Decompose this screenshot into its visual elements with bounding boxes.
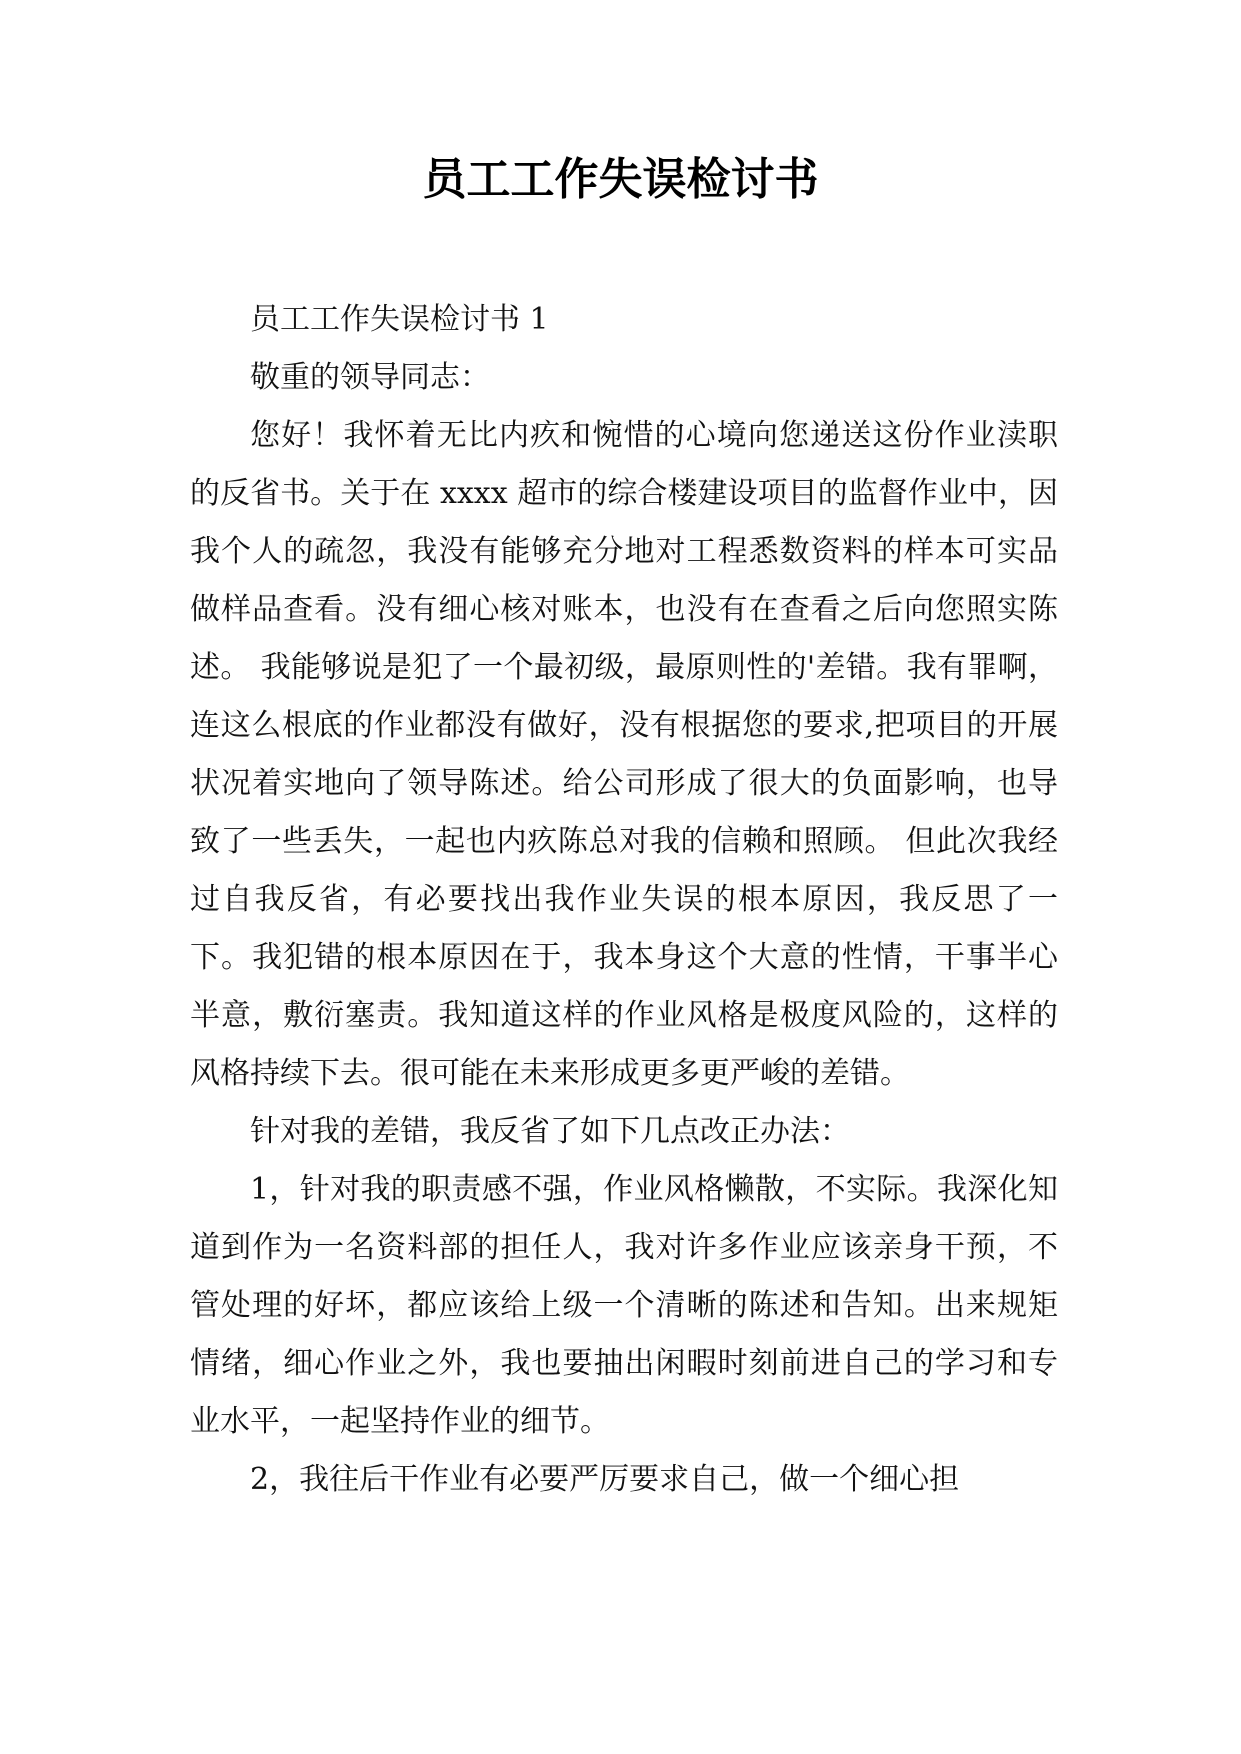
document-title: 员工工作失误检讨书 [422, 154, 819, 205]
paragraph-main: 您好！我怀着无比内疚和惋惜的心境向您递送这份作业渎职的反省书。关于在 xxxx 超市的综合楼建设项目的监督作业中，因我个人的疏忽，我没有能够充分地对工程悉数资料的样本可实品做样品查看。没有细心核对账本，也没有在查看之后向您照实陈述。 我能够说是犯了一个最初级，最原则性的'差错。我有罪啊，连这么根底的作业都没有做好，没有根据您的要求,把项目的开展状况着实地向了领导陈述。给公司形成了很大的负面影响，也导致了一些丢失，一起也内疚陈总对我的信赖和照顾。 但此次我经过自我反省，有必要找出我作业失误的根本原因，我反思了一下。我犯错的根本原因在于，我本身这个大意的性情，干事半心半意，敷衍塞责。我知道这样的作业风格是极度风险的，这样的风格持续下去。很可能在未来形成更多更严峻的差错。 [190, 418, 1058, 1091]
paragraph-salutation: 敬重的领导同志： [250, 360, 490, 395]
paragraph-measure-2: 2，我往后干作业有必要严厉要求自己，做一个细心担 [250, 1462, 960, 1497]
paragraph-measures-intro: 针对我的差错，我反省了如下几点改正办法： [250, 1114, 850, 1149]
paragraph-heading: 员工工作失误检讨书 1 [250, 302, 549, 337]
paragraph-measure-1: 1，针对我的职责感不强，作业风格懒散，不实际。我深化知道到作为一名资料部的担任人，我对许多作业应该亲身干预，不管处理的好坏，都应该给上级一个清晰的陈述和告知。出来规矩情绪，细心作业之外，我也要抽出闲暇时刻前进自己的学习和专业水平，一起坚持作业的细节。 [190, 1172, 1058, 1439]
document-body [190, 291, 1058, 1509]
